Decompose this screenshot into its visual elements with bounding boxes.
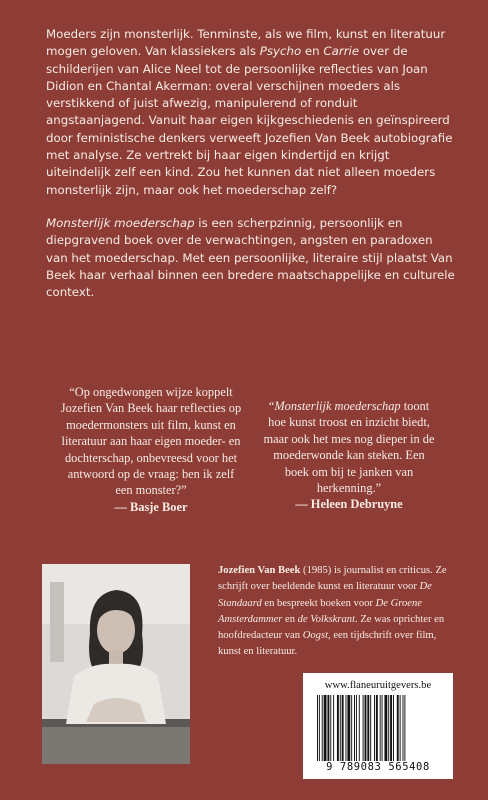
quote-text: “Op ongedwongen wijze koppelt Jozefien Van Beek haar reflecties op moedermonsters uit film, kunst en literatuur aan haar eigen moeder- en dochterschap, onbevreesd voor het antwoord op de vraag: ben ik zelf een monster?” xyxy=(60,385,242,498)
isbn-number: 9 789083 565408 xyxy=(326,761,430,773)
review-quote-basje-boer xyxy=(58,384,244,515)
back-cover-blurb xyxy=(46,26,456,301)
publisher-url: www.flaneuruitgevers.be xyxy=(324,680,432,691)
blurb-paragraph-1: Moeders zijn monsterlijk. Tenminste, als we film, kunst en literatuur mogen geloven. Van klassiekers als Psycho en Carrie over de schilderijen van Alice Neel tot de persoonlijke reflecties van Joan Didion en Chantal Akerman: overal verschijnen moeders als verstikkend of juist afwezig, manipulerend of ronduit angstaanjagend. Vanuit haar eigen kijkgeschiedenis en geïnspireerd door feministische denkers verweeft Jozefien Van Beek autobiografie met analyse. Ze vertrekt bij haar eigen kindertijd en krijgt uiteindelijk zelf een kind. Zou het kunnen dat niet alleen moeders monsterlijk zijn, maar ook het moederschap zelf? xyxy=(46,27,453,197)
quote-book-title: Monsterlijk moederschap xyxy=(274,399,401,413)
blurb-paragraph-2: Monsterlijk moederschap is een scherpzinnig, persoonlijk en diepgravend boek over de verwachtingen, angsten en paradoxen van het moederschap. Met een persoonlijke, literaire stijl plaatst Van Beek haar verhaal binnen een bredere maatschappelijke en culturele context. xyxy=(46,215,455,300)
quote-author: — Heleen Debruyne xyxy=(295,497,403,512)
review-quote-heleen-debruyne: “Monsterlijk moederschap toont hoe kunst troost en inzicht biedt, maar ook het mes nog dieper in de moederwonde kan steken. Een boek om bij te janken van herkenning.” — Heleen Debruyne xyxy=(260,398,438,513)
quote-author: — Basje Boer xyxy=(114,499,188,514)
author-name: Jozefien Van Beek xyxy=(218,565,301,576)
author-bio: Jozefien Van Beek (1985) is journalist en criticus. Ze schrijft over beeldende kunst en literatuur voor De Standaard en bespreekt boeken voor De Groene Amsterdammer en de Volkskrant. Ze was oprichter en hoofdredacteur van Oogst, een tijdschrift over film, kunst en literatuur. xyxy=(218,565,447,658)
author-photo xyxy=(42,564,190,764)
isbn-barcode xyxy=(317,695,439,761)
quote-text: toont hoe kunst troost en inzicht biedt, maar ook het mes nog dieper in de moederwonde kan steken. Een boek om bij te janken van herkenning.” xyxy=(263,399,435,496)
barcode-panel xyxy=(303,673,453,779)
